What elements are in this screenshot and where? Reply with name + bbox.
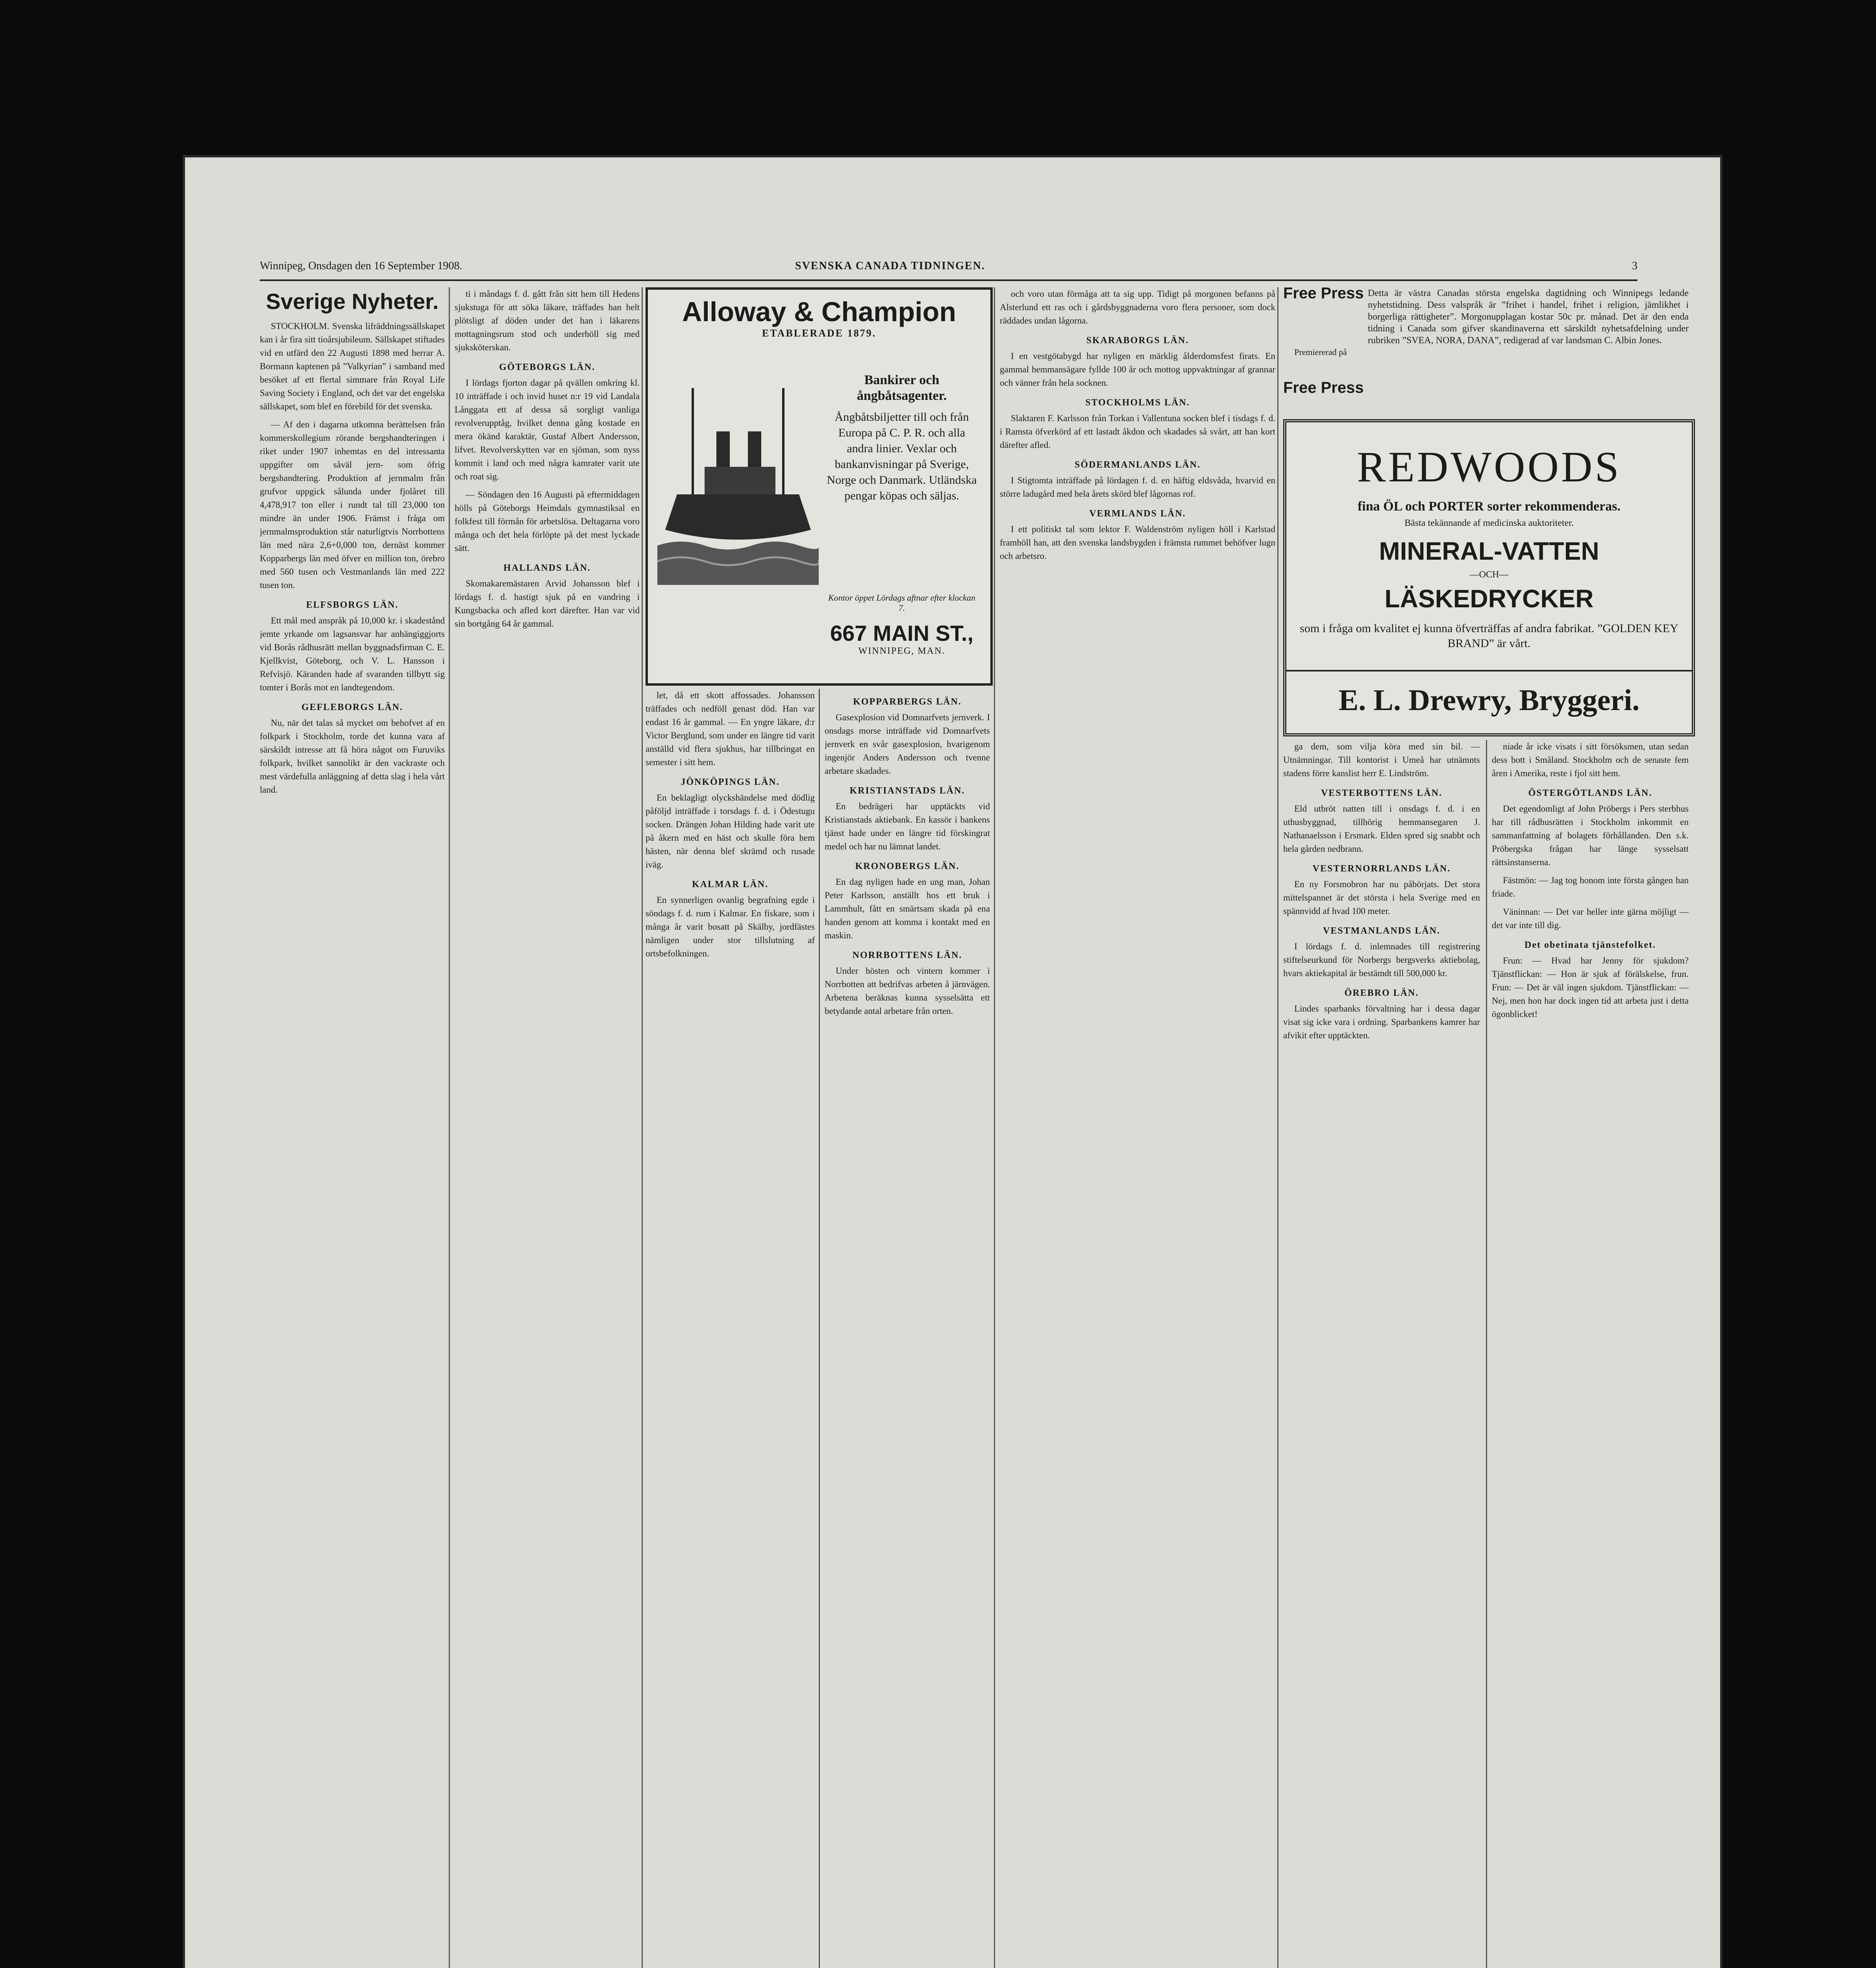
article-kronoberg: En dag nyligen hade en ung man, Johan Peter Karlsson, anställt hos ett bruk i Lammhult, fått en smärtsam skada på ena handen genom att komma i kontakt med en maskin. xyxy=(825,877,990,940)
section-headline: Sverige Nyheter. xyxy=(266,289,439,314)
article-kopparberg: Gasexplosion vid Domnarfvets jernverk. I onsdags morse inträffade vid Domnarfvets jernverk en svår gasexplosion, hvarigenom ingenjör Anders Andersson och tvenne arbetare skadades. xyxy=(825,712,990,776)
column-3 xyxy=(646,689,815,1968)
article-norrbotten: Under hösten och vintern kommer i Norrbotten att bedrifvas arbeten å järnvägen. Arbetena beräknas kunna sysselsätta ett betydande antal arbetare från orten. xyxy=(825,966,990,1016)
ad-title: Alloway & Champion xyxy=(682,296,957,327)
article-heden: ti i måndags f. d. gått från sitt hem till Hedens sjukstuga för att söka läkare, träffades han helt plötsligt af döden under det han i läkarens mottagningsrum stod och underhöll sig med sjuksköterskan. xyxy=(455,289,640,352)
column-rule xyxy=(1486,740,1487,1968)
heading-elfsborg: ELFSBORGS LÄN. xyxy=(306,600,399,610)
article-gefleborg: Nu, när det talas så mycket om behofvet af en folkpark i Stockholm, torde det kunna vara af särskildt intresse att få höra något om Furuviks folkpark, hvilket sannolikt är den vackraste och mest värdefulla anläggning af detta slag i hela vårt land. xyxy=(260,718,445,795)
column-4 xyxy=(825,689,990,1968)
page-number: 3 xyxy=(1632,260,1637,272)
ad-city: WINNIPEG, MAN. xyxy=(858,646,945,656)
masthead xyxy=(260,256,1637,281)
redwoods-line3: som i fråga om kvalitet ej kunna öfverträffas af andra fabrikat. ”GOLDEN KEY BRAND” är vårt. xyxy=(1300,622,1678,650)
column-rule xyxy=(642,287,643,1968)
article-skaraborg: I en vestgötabygd har nyligen en märklig ålderdomsfest firats. En gammal hemmansägare fyllde 100 år och mottog uppvaktningar af grannar och vänner från hela socknen. xyxy=(1000,351,1275,388)
column-rule xyxy=(449,287,450,1968)
ad-hours: Kontor öppet Lördags aftnar efter klockan 7. xyxy=(828,593,975,613)
heading-sodermanland: SÖDERMANLANDS LÄN. xyxy=(1074,460,1201,470)
column-2 xyxy=(455,287,640,1968)
article-goteborg-2: — Söndagen den 16 Augusti på eftermiddagen hölls på Göteborgs Heimdals gymnastiksal en folkfest till förmån för arbetslösa. Deltagarna voro många och det hela förlöpte på det mest lyckade sätt. xyxy=(455,490,640,553)
ad-bankers: Bankirer och ångbåtsagenter. xyxy=(857,373,947,403)
redwoods-title: REDWOODS xyxy=(1357,443,1621,491)
article-sodermanland: I Stigtomta inträffade på lördagen f. d. en häftig eldsvåda, hvarvid en större ladugård med hela årets skörd blef lågornas rof. xyxy=(1000,475,1275,499)
heading-jonkoping: JÖNKÖPINGS LÄN. xyxy=(681,777,780,787)
ad-text: Ångbåtsbiljetter till och från Europa på C. P. R. och alla andra linier. Vexlar och bankanvisningar på Sverige, Norge och Danmark. Utländska pengar köpas och säljas. xyxy=(827,411,977,502)
article-vesterbotten: Eld utbröt natten till i onsdags f. d. i en uthusbyggnad, tillhörig hemmansegaren J. Nathanaelsson i Ersmark. Elden spred sig snabbt och hela gården nedbrann. xyxy=(1283,804,1480,854)
article-elfsborg: Ett mål med anspråk på 10,000 kr. i skadestånd jemte yrkande om lagsansvar har anhängiggjorts vid Borås rådhusrätt mellan byggnadsfirman C. E. Kjellkvist, Göteborg, och V. L. Hansson i Refvisjö. Käranden hade af svaranden tillbytt sig tomter i Borås mot en landtegendom. xyxy=(260,616,445,692)
free-press-label: Free Press xyxy=(1283,285,1364,302)
heading-stockholm: STOCKHOLMS LÄN. xyxy=(1085,398,1190,408)
article-goteborg: I lördags fjorton dagar på qvällen omkring kl. 10 inträffade i och invid huset n:r 19 vid Landala Långgata ett af dessa så sorgligt vanliga revolverupptåg, hvilket denna gång kostade en mera ökänd karaktär, Gustaf Albert Andersson, lifvet. Revolverskytten var en sjöman, som nyss kommit i land och med några kamrater varit ute och roat sig. xyxy=(455,378,640,481)
heading-skaraborg: SKARABORGS LÄN. xyxy=(1086,335,1189,346)
article-stockholm: STOCKHOLM. Svenska lifräddningssällskapet kan i år fira sitt tioårsjubileum. Sällskapet stiftades vid en utfärd den 22 Augusti 1898 med herrar A. Bormann kaptenen på ”Valkyrian” i samband med besöket af ett flertal simmare från Royal Life Saving Society i England, och det var det engelska sällskapet, som blef en förebild för det svenska. xyxy=(260,321,445,411)
article-vermland: I ett politiskt tal som lektor F. Waldenström nyligen höll i Karlstad framhöll han, att den svenska landsbygden i främsta rummet behöfver lugn och arbetsro. xyxy=(1000,524,1275,561)
redwoods-ad xyxy=(1283,419,1695,736)
alloway-champion-ad xyxy=(646,287,993,686)
ad-street: 667 MAIN ST., xyxy=(830,621,974,646)
column-rule xyxy=(994,287,995,1968)
newspaper-page xyxy=(185,157,1720,1968)
joke-vaninnan: Väninnan: — Det var heller inte gärna möjligt — det var inte till dig. xyxy=(1492,907,1689,930)
redwoods-line2: Bästa tekännande af medicinska auktoriteter. xyxy=(1404,518,1574,528)
article-vestmanland: I lördags f. d. inlemnades till registrering stiftelseurkund för Norbergs bergsverks aktiebolag, hvars aktiekapital är bestämdt till 500,000 kr. xyxy=(1283,941,1480,978)
article-kalmar: En synnerligen ovanlig begrafning egde i söndags f. d. rum i Kalmar. En fiskare, som i många år varit bosatt på Skälby, jordfästes nämligen under stor tillslutning af ortsbefolkningen. xyxy=(646,895,815,958)
redwoods-signature: E. L. Drewry, Bryggeri. xyxy=(1286,670,1692,718)
steamship-icon xyxy=(657,364,819,585)
redwoods-mineral: MINERAL-VATTEN xyxy=(1379,537,1599,565)
article-jonkoping: En beklagligt olyckshändelse med dödlig påföljd inträffade i torsdags f. d. i Ödestugu socken. Drängen Johan Hilding hade varit ute på åkern med en häst och skulle föra hem hästen, när denna blef skrämd och rusade iväg. xyxy=(646,793,815,869)
heading-orebro: ÖREBRO LÄN. xyxy=(1344,988,1419,998)
article-smaland: niade år icke visats i sitt försöksmen, utan sedan dess bott i Småland. Stockholm och de senaste fem åren i Amerika, reste i fjol sitt hem. xyxy=(1492,742,1689,778)
column-7 xyxy=(1492,740,1689,1968)
article-ostergotland: Det egendomligt af John Pröbergs i Pers sterbhus har till rådhusrätten i Stockholm inkommit en sammanfattning af bolagets förhållanden. Den s.k. Pröbergska frågan har länge sysselsatt rättsinstanserna. xyxy=(1492,804,1689,867)
heading-vermland: VERMLANDS LÄN. xyxy=(1089,509,1186,519)
heading-kronoberg: KRONOBERGS LÄN. xyxy=(855,861,960,871)
article-stockholms-lan: Slaktaren F. Karlsson från Torkan i Vallentuna socken blef i tisdags f. d. i Ramsta öfverkörd af ett lastadt åkdon och skadades så svårt, att han kort därefter afled. xyxy=(1000,413,1275,450)
joke-tjanstefolk: Frun: — Hvad har Jenny för sjukdom? Tjänstflickan: — Hon är sjuk af förälskelse, frun. Frun: — Det är väl ingen sjukdom. Tjänstflickan: — Nej, men hon har dock ingen tid att arbeta just i detta ögonblicket! xyxy=(1492,956,1689,1019)
article-kristianstad: En bedrägeri har upptäckts vid Kristianstads aktiebank. En kassör i bankens tjänst hade under en längre tid förskingrat medel och har nu lämnat landet. xyxy=(825,801,990,851)
redwoods-lask: LÄSKEDRYCKER xyxy=(1384,584,1594,613)
heading-kopparberg: KOPPARBERGS LÄN. xyxy=(853,697,962,707)
free-press-notice xyxy=(1283,287,1689,413)
article-vesternorrland: En ny Forsmobron har nu påbörjats. Det stora mittelspannet är det största i hela Sverige med en spännvidd af hvad 100 meter. xyxy=(1283,879,1480,916)
article-orebro: Lindes sparbanks förvaltning har i dessa dagar visat sig icke vara i ordning. Sparbankens kamrer har afvikit efter upptäckten. xyxy=(1283,1004,1480,1040)
article-alsterlund: och voro utan förmåga att ta sig upp. Tidigt på morgonen befanns på Alsterlund ett ras och i gårdsbyggnaderna voro flera personer, som dock räddades undan lågorna. xyxy=(1000,289,1275,326)
article-continued: let, då ett skott affossades. Johansson träffades och nedföll genast död. Han var endast 16 år gammal. — En yngre läkare, d:r Victor Berglund, som under en längre tid varit anställd vid flera sjukhus, har tillbringat en semester i sitt hem. xyxy=(646,690,815,767)
free-press-label-2: Free Press xyxy=(1283,379,1364,396)
ad-established: ETABLERADE 1879. xyxy=(762,327,877,339)
heading-vesterbotten: VESTERBOTTENS LÄN. xyxy=(1321,788,1443,798)
column-6 xyxy=(1283,740,1480,1968)
column-rule xyxy=(1277,287,1278,1968)
heading-gefleborg: GEFLEBORGS LÄN. xyxy=(301,702,403,712)
heading-norrbotten: NORRBOTTENS LÄN. xyxy=(852,950,962,960)
column-rule xyxy=(819,689,820,1968)
heading-goteborg: GÖTEBORGS LÄN. xyxy=(499,362,596,372)
heading-vestmanland: VESTMANLANDS LÄN. xyxy=(1323,926,1441,936)
heading-ostergotland: ÖSTERGÖTLANDS LÄN. xyxy=(1528,788,1652,798)
column-5 xyxy=(1000,287,1275,1968)
heading-halland: HALLANDS LÄN. xyxy=(503,563,591,573)
ad-body xyxy=(825,372,979,504)
joke-fastmon: Fästmön: — Jag tog honom inte första gången han friade. xyxy=(1492,875,1689,899)
free-press-text: Detta är västra Canadas största engelska dagtidning och Winnipegs ledande nyhetstidning. Dess valspråk är ”frihet i handel, frihet i religion, jämlikhet i borgerliga rättigheter”. Morgonupplagan kostar 50c pr. månad. Det är den enda tidning i Canada som gifver skandinaverna ett särskildt nyhetsafdelning under rubriken ”SVEA, NORA, DANA”, redigerad af var landsman C. Albin Jones. xyxy=(1368,288,1689,346)
heading-tjanstefolk: Det obetinata tjänstefolket. xyxy=(1524,940,1656,950)
article-bergshandtering: — Af den i dagarna utkomna berättelsen från kommerskollegium rörande bergshandteringen i riket under 1907 inhemtas en del intressanta uppgifter om såväl jern- som öfrig bergshandtering. Produktion af jernmalm från grufvor uppgick sålunda under fjolåret till 4,478,917 ton eller i rundt tal till 23,000 ton mindre än under 1906. Främst i fråga om jernmalmsproduktion står naturligtvis Norrbottens län med nära 2,6+0,000 ton, dernäst kommer Kopparbergs län med öfver en million ton, örebro med 560 tusen och Vestmanlands län med 222 tusen ton. xyxy=(260,420,445,590)
article-umea: ga dem, som vilja köra med sin bil. — Utnämningar. Till kontorist i Umeå har utnämnts stadens förre kanslist herr E. Lindström. xyxy=(1283,742,1480,778)
heading-kalmar: KALMAR LÄN. xyxy=(692,879,768,890)
heading-vesternorrland: VESTERNORRLANDS LÄN. xyxy=(1312,864,1451,874)
column-1 xyxy=(260,287,445,1968)
ad-address xyxy=(825,620,979,657)
free-press-sub: Premiererad på xyxy=(1294,347,1347,357)
masthead-date: Winnipeg, Onsdagen den 16 September 1908. xyxy=(260,260,463,272)
redwoods-och: —OCH— xyxy=(1469,570,1509,580)
article-halland: Skomakaremästaren Arvid Johansson blef i lördags f. d. hastigt sjuk på en vandring i Kungsbacka och afled kort därefter. Han var vid sin bortgång 64 år gammal. xyxy=(455,579,640,629)
masthead-title: SVENSKA CANADA TIDNINGEN. xyxy=(795,260,985,272)
redwoods-line1: fina ÖL och PORTER sorter rekommenderas. xyxy=(1357,499,1621,514)
heading-kristianstad: KRISTIANSTADS LÄN. xyxy=(849,786,965,796)
